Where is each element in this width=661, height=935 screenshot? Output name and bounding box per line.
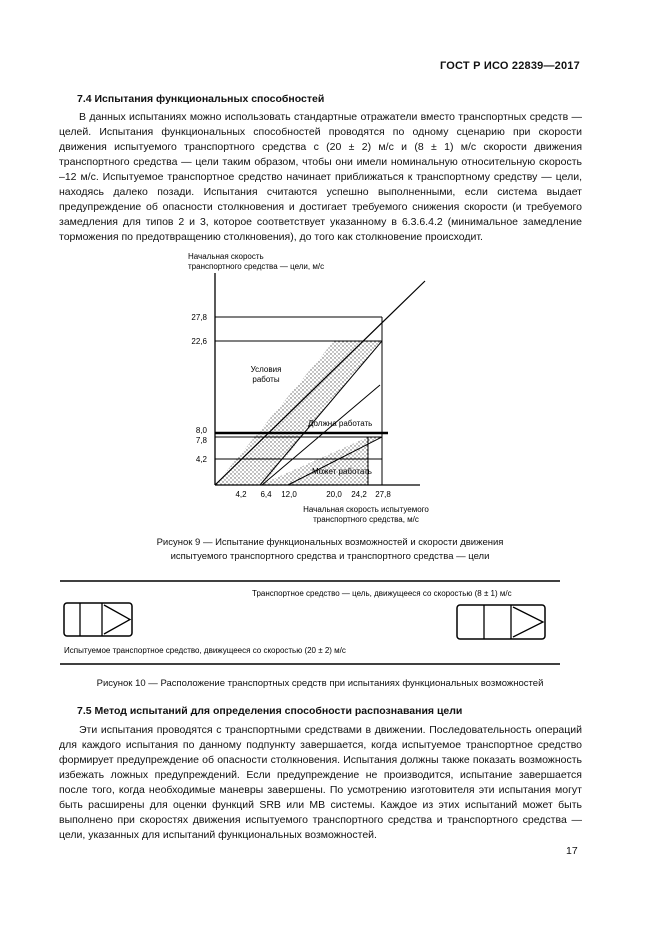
x-tick-6-4: 6,4 — [260, 490, 272, 499]
label-must-work: Должна работать — [308, 419, 373, 428]
x-axis-title-1: Начальная скорость испытуемого — [303, 505, 429, 514]
figure-9-caption — [100, 536, 560, 564]
subject-vehicle-label: Испытуемое транспортное средство, движущееся со скоростью (20 ± 2) м/с — [64, 646, 346, 655]
section-7-5-text — [59, 723, 582, 843]
x-tick-4-2: 4,2 — [235, 490, 247, 499]
section-7-4-title: 7.4 Испытания функциональных способностей — [77, 93, 325, 105]
y-axis-title-1: Начальная скорость — [188, 252, 264, 261]
y-axis-title-2: транспортного средства — цели, м/с — [188, 262, 325, 271]
label-work-2: работы — [252, 375, 280, 384]
page-number: 17 — [566, 845, 578, 857]
diagonal-upper — [215, 281, 425, 485]
y-tick-4-2: 4,2 — [195, 455, 207, 464]
x-tick-27-8: 27,8 — [375, 490, 391, 499]
x-tick-12-0: 12,0 — [281, 490, 297, 499]
document-header: ГОСТ Р ИСО 22839—2017 — [440, 60, 580, 72]
label-work-1: Условия — [250, 365, 282, 374]
y-tick-8-0: 8,0 — [195, 426, 207, 435]
x-tick-24-2: 24,2 — [351, 490, 367, 499]
x-axis-title-2: транспортного средства, м/с — [313, 515, 419, 524]
y-tick-22-6: 22,6 — [191, 337, 207, 346]
figure-10-caption: Рисунок 10 — Расположение транспортных средств при испытаниях функциональных возможностей — [96, 678, 544, 689]
figure-10-diagram — [60, 578, 560, 668]
subject-vehicle — [64, 603, 132, 636]
y-tick-27-8: 27,8 — [191, 313, 207, 322]
target-vehicle — [457, 605, 545, 639]
x-tick-20-0: 20,0 — [326, 490, 342, 499]
y-tick-7-8: 7,8 — [195, 436, 207, 445]
target-vehicle-label: Транспортное средство — цель, движущееся со скоростью (8 ± 1) м/с — [252, 589, 512, 598]
section-7-4-text — [59, 110, 582, 245]
label-may-work: Может работать — [312, 467, 372, 476]
figure-9-chart — [170, 245, 470, 530]
section-7-5-paragraph: Эти испытания проводятся с транспортными средствами в движении. Последовательность операций для каждого испытания по данному подпункту завершается, когда испытуемое транспортное средство формирует предупреждение об опасности столкновения. Испытания должны также показать возможность избежать ложных предупреждений. Если предупреждение не производится, испытание завершается после того, когда необходимые маневры завершены. По усмотрению изготовителя эти испытания могут быть расширены для оценки функций SRB или MB системы. Каждое из этих испытаний может быть выполнено при скоростях движения испытуемого транспортного средства и транспортного средства — цели, указанных для испытаний функциональных возможностей. — [59, 724, 582, 841]
figure-9-caption-line1: Рисунок 9 — Испытание функциональных возможностей и скорости движения — [156, 537, 504, 548]
section-7-4-paragraph: В данных испытаниях можно использовать стандартные отражатели вместо транспортных средств — целей. Испытания функциональных способностей проводятся по одному сценарию при скорости движения испытуемого транспортного средства с (20 ± 2) м/с и (8 ± 1) м/с скорости движения транспортного средства — цели таким образом, чтобы они имели номинальную относительную скорость –12 м/с. Испытуемое транспортное средство начинает приближаться к транспортному средству — цели, находясь далеко позади. Испытания считаются успешно выполненными, если система выдает предупреждение об опасности столкновения и достигает требуемого снижения скорости (и требуемого замедления для типов 2 и 3, которое соответствует указанному в 6.3.6.4.2 (минимальное замедление торможения по предотвращению столкновения), до того как столкновение происходит. — [59, 111, 582, 243]
section-7-5-title: 7.5 Метод испытаний для определения способности распознавания цели — [77, 705, 463, 717]
figure-9-caption-line2: испытуемого транспортного средства и транспортного средства — цели — [170, 551, 490, 562]
